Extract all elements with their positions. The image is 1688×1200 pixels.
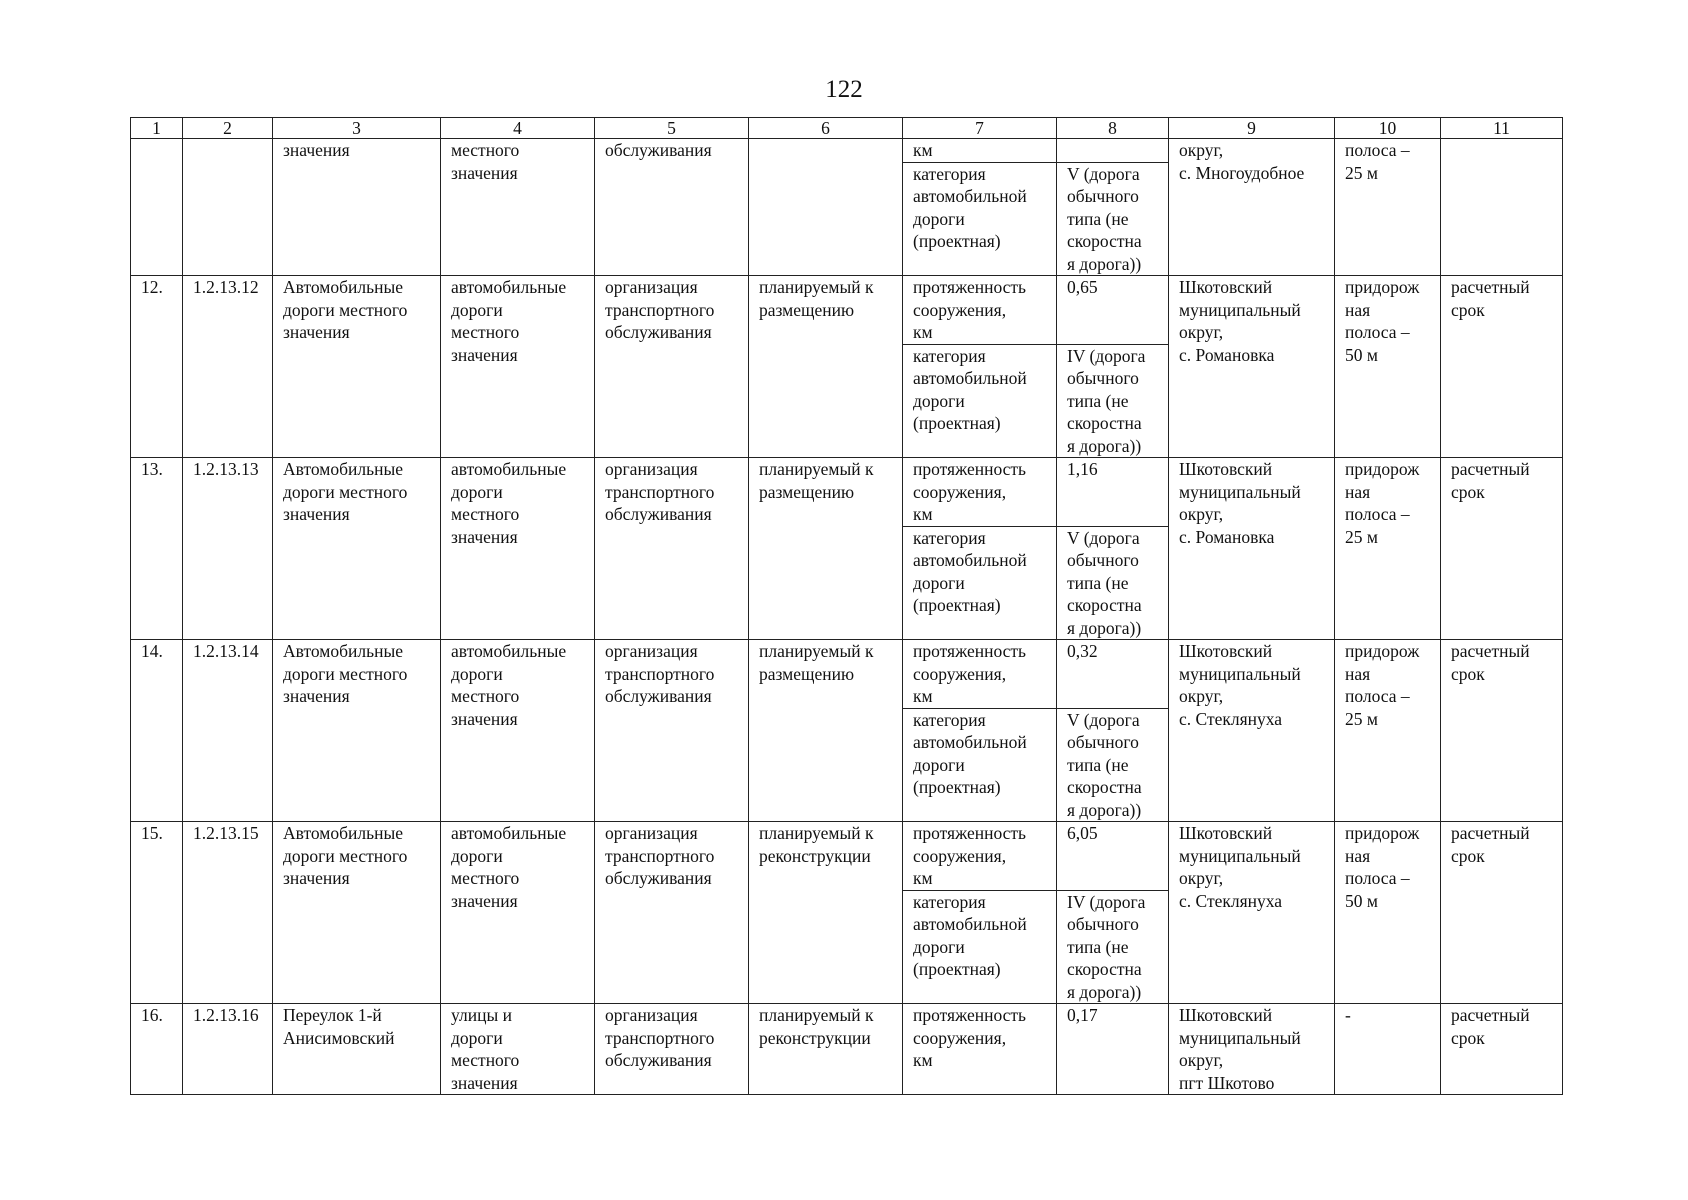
cell-type: местного значения — [441, 139, 595, 276]
cell-name: Автомобильные дороги местного значения — [273, 822, 441, 1004]
cell-value: 0,17 — [1057, 1004, 1169, 1095]
cell-zone: - — [1335, 1004, 1441, 1095]
table-row — [131, 822, 1563, 891]
column-number: 1 — [131, 118, 183, 139]
cell-type: улицы и дороги местного значения — [441, 1004, 595, 1095]
column-number: 2 — [183, 118, 273, 139]
cell-code: 1.2.13.12 — [183, 276, 273, 458]
cell-zone: полоса – 25 м — [1335, 139, 1441, 276]
cell-zone: придорож ная полоса – 25 м — [1335, 458, 1441, 640]
page-number: 122 — [825, 76, 863, 103]
cell-name: Автомобильные дороги местного значения — [273, 458, 441, 640]
cell-purpose: организация транспортного обслуживания — [595, 822, 749, 1004]
cell-zone: придорож ная полоса – 25 м — [1335, 640, 1441, 822]
cell-value: IV (дорога обычного типа (не скоростна я дорога)) — [1057, 890, 1169, 1004]
cell-param: категория автомобильной дороги (проектная) — [903, 526, 1057, 640]
table-row — [131, 276, 1563, 345]
cell-value: IV (дорога обычного типа (не скоростна я дорога)) — [1057, 344, 1169, 458]
cell-param: протяженность сооружения, км — [903, 640, 1057, 709]
cell-param: протяженность сооружения, км — [903, 458, 1057, 527]
column-number: 7 — [903, 118, 1057, 139]
cell-code: 1.2.13.13 — [183, 458, 273, 640]
cell-type: автомобильные дороги местного значения — [441, 640, 595, 822]
cell-name: Автомобильные дороги местного значения — [273, 276, 441, 458]
cell-status: планируемый к размещению — [749, 640, 903, 822]
cell-location: Шкотовский муниципальный округ, с. Стеклянуха — [1169, 640, 1335, 822]
cell-number: 16. — [131, 1004, 183, 1095]
column-number-row — [131, 118, 1563, 139]
cell-purpose: организация транспортного обслуживания — [595, 458, 749, 640]
cell-type: автомобильные дороги местного значения — [441, 822, 595, 1004]
cell-location: Шкотовский муниципальный округ, с. Романовка — [1169, 276, 1335, 458]
cell-value: V (дорога обычного типа (не скоростна я дорога)) — [1057, 526, 1169, 640]
cell-status: планируемый к размещению — [749, 276, 903, 458]
column-number: 11 — [1441, 118, 1563, 139]
cell-purpose: организация транспортного обслуживания — [595, 640, 749, 822]
cell-status — [749, 139, 903, 276]
table-row-continuation — [131, 139, 1563, 163]
cell-value — [1057, 139, 1169, 163]
cell-name: Переулок 1-й Анисимовский — [273, 1004, 441, 1095]
cell-zone: придорож ная полоса – 50 м — [1335, 822, 1441, 1004]
cell-term: расчетный срок — [1441, 276, 1563, 458]
cell-param: протяженность сооружения, км — [903, 276, 1057, 345]
cell-number: 12. — [131, 276, 183, 458]
cell-param: категория автомобильной дороги (проектная) — [903, 162, 1057, 276]
column-number: 6 — [749, 118, 903, 139]
column-number: 8 — [1057, 118, 1169, 139]
cell-status: планируемый к реконструкции — [749, 822, 903, 1004]
cell-term: расчетный срок — [1441, 458, 1563, 640]
cell-value: 6,05 — [1057, 822, 1169, 891]
cell-value: V (дорога обычного типа (не скоростна я дорога)) — [1057, 708, 1169, 822]
cell-location: Шкотовский муниципальный округ, с. Стеклянуха — [1169, 822, 1335, 1004]
cell-value: 0,32 — [1057, 640, 1169, 709]
cell-location: Шкотовский муниципальный округ, с. Романовка — [1169, 458, 1335, 640]
cell-status: планируемый к реконструкции — [749, 1004, 903, 1095]
cell-param: км — [903, 139, 1057, 163]
cell-code: 1.2.13.14 — [183, 640, 273, 822]
cell-number: 14. — [131, 640, 183, 822]
cell-code: 1.2.13.15 — [183, 822, 273, 1004]
cell-name: Автомобильные дороги местного значения — [273, 640, 441, 822]
cell-param: категория автомобильной дороги (проектная) — [903, 344, 1057, 458]
cell-term: расчетный срок — [1441, 640, 1563, 822]
cell-number: 15. — [131, 822, 183, 1004]
column-number: 4 — [441, 118, 595, 139]
column-number: 10 — [1335, 118, 1441, 139]
table-row — [131, 640, 1563, 709]
cell-number — [131, 139, 183, 276]
cell-code: 1.2.13.16 — [183, 1004, 273, 1095]
planning-table — [130, 117, 1563, 1095]
cell-status: планируемый к размещению — [749, 458, 903, 640]
cell-purpose: обслуживания — [595, 139, 749, 276]
column-number: 3 — [273, 118, 441, 139]
cell-value: V (дорога обычного типа (не скоростна я дорога)) — [1057, 162, 1169, 276]
cell-value: 0,65 — [1057, 276, 1169, 345]
cell-zone: придорож ная полоса – 50 м — [1335, 276, 1441, 458]
cell-param: категория автомобильной дороги (проектная) — [903, 708, 1057, 822]
cell-term: расчетный срок — [1441, 822, 1563, 1004]
cell-param: категория автомобильной дороги (проектная) — [903, 890, 1057, 1004]
cell-param: протяженность сооружения, км — [903, 822, 1057, 891]
cell-term: расчетный срок — [1441, 1004, 1563, 1095]
cell-location: округ, с. Многоудобное — [1169, 139, 1335, 276]
cell-purpose: организация транспортного обслуживания — [595, 276, 749, 458]
cell-type: автомобильные дороги местного значения — [441, 276, 595, 458]
cell-type: автомобильные дороги местного значения — [441, 458, 595, 640]
column-number: 5 — [595, 118, 749, 139]
table-row — [131, 1004, 1563, 1095]
column-number: 9 — [1169, 118, 1335, 139]
cell-location: Шкотовский муниципальный округ, пгт Шкотово — [1169, 1004, 1335, 1095]
cell-purpose: организация транспортного обслуживания — [595, 1004, 749, 1095]
cell-name: значения — [273, 139, 441, 276]
cell-code — [183, 139, 273, 276]
table-row — [131, 458, 1563, 527]
cell-term — [1441, 139, 1563, 276]
cell-param: протяженность сооружения, км — [903, 1004, 1057, 1095]
cell-value: 1,16 — [1057, 458, 1169, 527]
cell-number: 13. — [131, 458, 183, 640]
